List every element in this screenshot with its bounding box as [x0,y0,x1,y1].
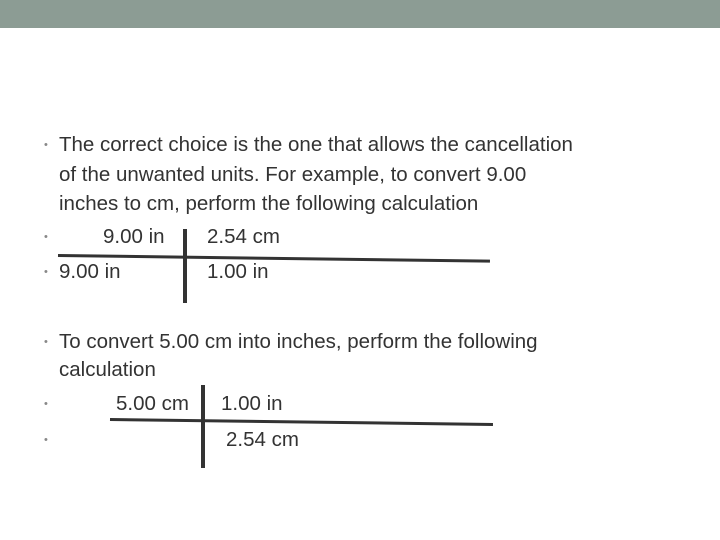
para1-line2: of the unwanted units. For example, to convert 9.00 [59,163,527,186]
para2-line1: To convert 5.00 cm into inches, perform the following [59,330,538,353]
bullet-marker: • [44,266,48,278]
para1-line3: inches to cm, perform the following calculation [59,192,479,215]
bullet-marker: • [44,139,48,151]
bullet-marker: • [44,231,48,243]
bullet-marker: • [44,434,48,446]
calc1-denominator-right: 1.00 in [207,260,269,283]
calc2-divider-line [201,385,205,468]
calc1-fraction-bar [58,254,490,263]
calc1-numerator-right: 2.54 cm [207,225,280,248]
calc2-fraction-bar [110,418,493,426]
calc2-numerator-right: 1.00 in [221,392,283,415]
calc1-denominator-left: 9.00 in [59,260,121,283]
calc2-denominator-right: 2.54 cm [226,428,299,451]
bullet-marker: • [44,398,48,410]
para1-line1: The correct choice is the one that allows the cancellation [59,133,573,156]
calc1-numerator-left: 9.00 in [103,225,165,248]
bullet-marker: • [44,336,48,348]
calc1-divider-line [183,229,187,303]
para2-line2: calculation [59,358,156,381]
calc2-numerator-left: 5.00 cm [116,392,189,415]
